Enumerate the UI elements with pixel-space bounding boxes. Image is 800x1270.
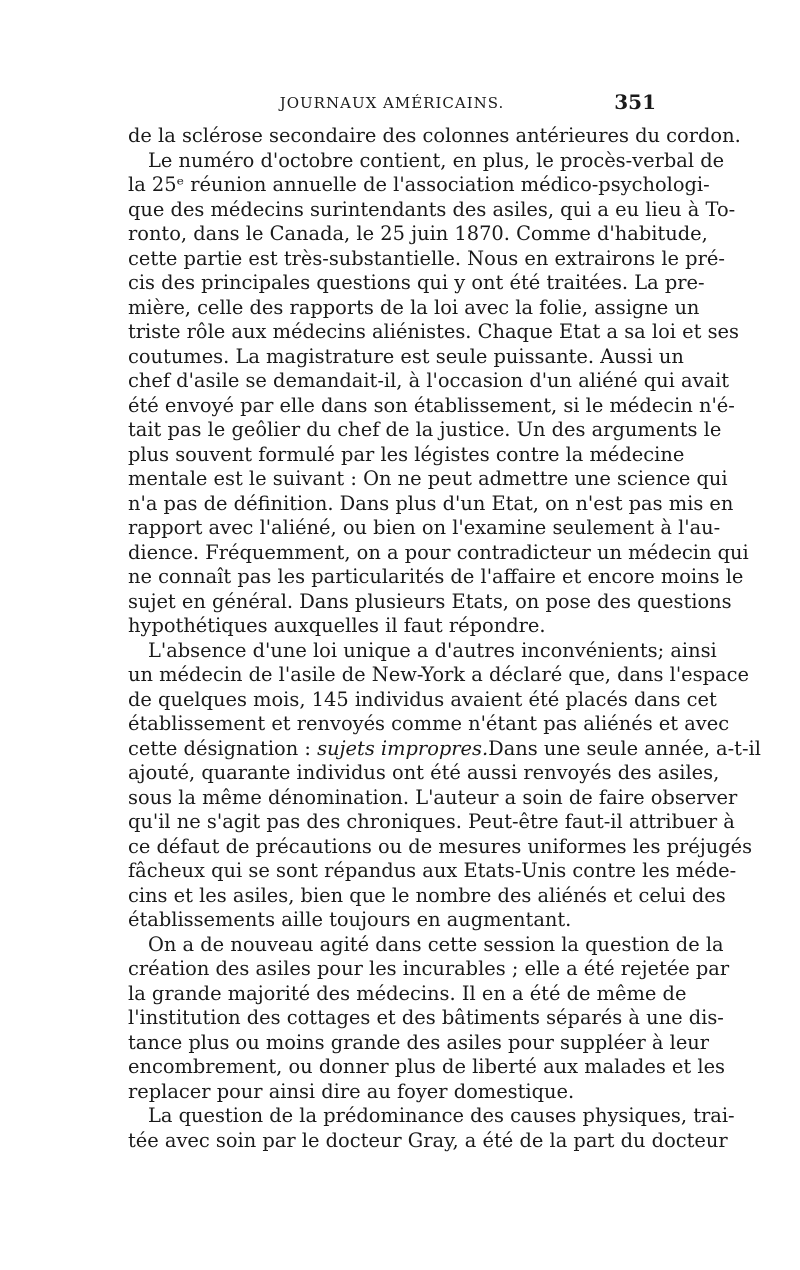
text-line: plus souvent formulé par les légistes contre la médecine [128,442,685,466]
text-line: qu'il ne s'agit pas des chroniques. Peut-être faut-il attribuer à [128,810,735,833]
text-line: l'institution des cottages et des bâtiments séparés à une dis- [128,1006,724,1029]
text-fragment: cette désignation : [128,736,311,760]
text-line: cette partie est très-substantielle. Nous en extrairons le pré- [128,246,725,270]
text-line: La question de la prédominance des causes physiques, trai- [148,1104,735,1127]
text-line: tée avec soin par le docteur Gray, a été de la part du docteur [128,1128,728,1152]
text-line: dience. Fréquemment, on a pour contradicteur un médecin qui [128,540,749,564]
running-head [128,90,656,120]
text-line: fâcheux qui se sont répandus aux Etats-Unis contre les méde- [128,859,737,882]
text-line: établissement et renvoyés comme n'étant pas aliénés et avec [128,712,730,735]
text-line: sous la même dénomination. L'auteur a soin de faire observer [128,785,738,809]
text-line: hypothétiques auxquelles il faut répondre. [128,614,546,637]
text-line: de quelques mois, 145 individus avaient été placés dans cet [128,687,717,711]
text-fragment: Dans une seule année, a-t-il [488,736,761,760]
body-text [128,124,761,1153]
text-line: que des médecins surintendants des asiles, qui a eu lieu à To- [128,197,736,221]
text-line: Le numéro d'octobre contient, en plus, le procès-verbal de [148,148,725,172]
text-line: un médecin de l'asile de New-York a déclaré que, dans l'espace [128,663,749,686]
text-line: établissements aille toujours en augmentant. [128,908,572,931]
text-line: cins et les asiles, bien que le nombre des aliénés et celui des [128,883,726,907]
text-line: la 25ᵉ réunion annuelle de l'association médico-psychologi- [128,173,710,196]
text-line: coutumes. La magistrature est seule puissante. Aussi un [128,344,684,368]
text-line: ce défaut de précautions ou de mesures uniformes les préjugés [128,834,753,858]
text-line-mixed [128,736,761,762]
text-line: chef d'asile se demandait-il, à l'occasion d'un aliéné qui avait [128,369,730,392]
text-line: L'absence d'une loi unique a d'autres inconvénients; ainsi [148,638,717,662]
text-line: de la sclérose secondaire des colonnes antérieures du cordon. [128,124,741,147]
text-line: été envoyé par elle dans son établissement, si le médecin n'é- [128,393,735,417]
text-line: n'a pas de définition. Dans plus d'un Etat, on n'est pas mis en [128,491,734,515]
italic-phrase: sujets impropres. [317,736,489,760]
text-line: ajouté, quarante individus ont été aussi renvoyés des asiles, [128,761,720,784]
page-number: 351 [614,90,656,114]
text-line: ne connaît pas les particularités de l'affaire et encore moins le [128,565,744,588]
text-line: On a de nouveau agité dans cette session la question de la [148,932,724,956]
text-line: encombrement, ou donner plus de liberté aux malades et les [128,1055,725,1078]
text-line: rapport avec l'aliéné, ou bien on l'examine seulement à l'au- [128,516,721,539]
running-title: JOURNAUX AMÉRICAINS. [279,94,505,112]
text-line: sujet en général. Dans plusieurs Etats, on pose des questions [128,589,732,613]
text-line: ronto, dans le Canada, le 25 juin 1870. Comme d'habitude, [128,222,708,245]
text-line: mentale est le suivant : On ne peut admettre une science qui [128,467,728,490]
text-line: cis des principales questions qui y ont été traitées. La pre- [128,271,705,294]
text-line: tait pas le geôlier du chef de la justice. Un des arguments le [128,418,722,441]
text-line: replacer pour ainsi dire au foyer domestique. [128,1079,575,1103]
text-line: mière, celle des rapports de la loi avec la folie, assigne un [128,295,700,319]
text-line: triste rôle aux médecins aliénistes. Chaque Etat a sa loi et ses [128,320,739,343]
text-line: tance plus ou moins grande des asiles pour suppléer à leur [128,1030,710,1054]
text-line: la grande majorité des médecins. Il en a été de même de [128,981,687,1005]
text-line: création des asiles pour les incurables ; elle a été rejetée par [128,957,730,980]
